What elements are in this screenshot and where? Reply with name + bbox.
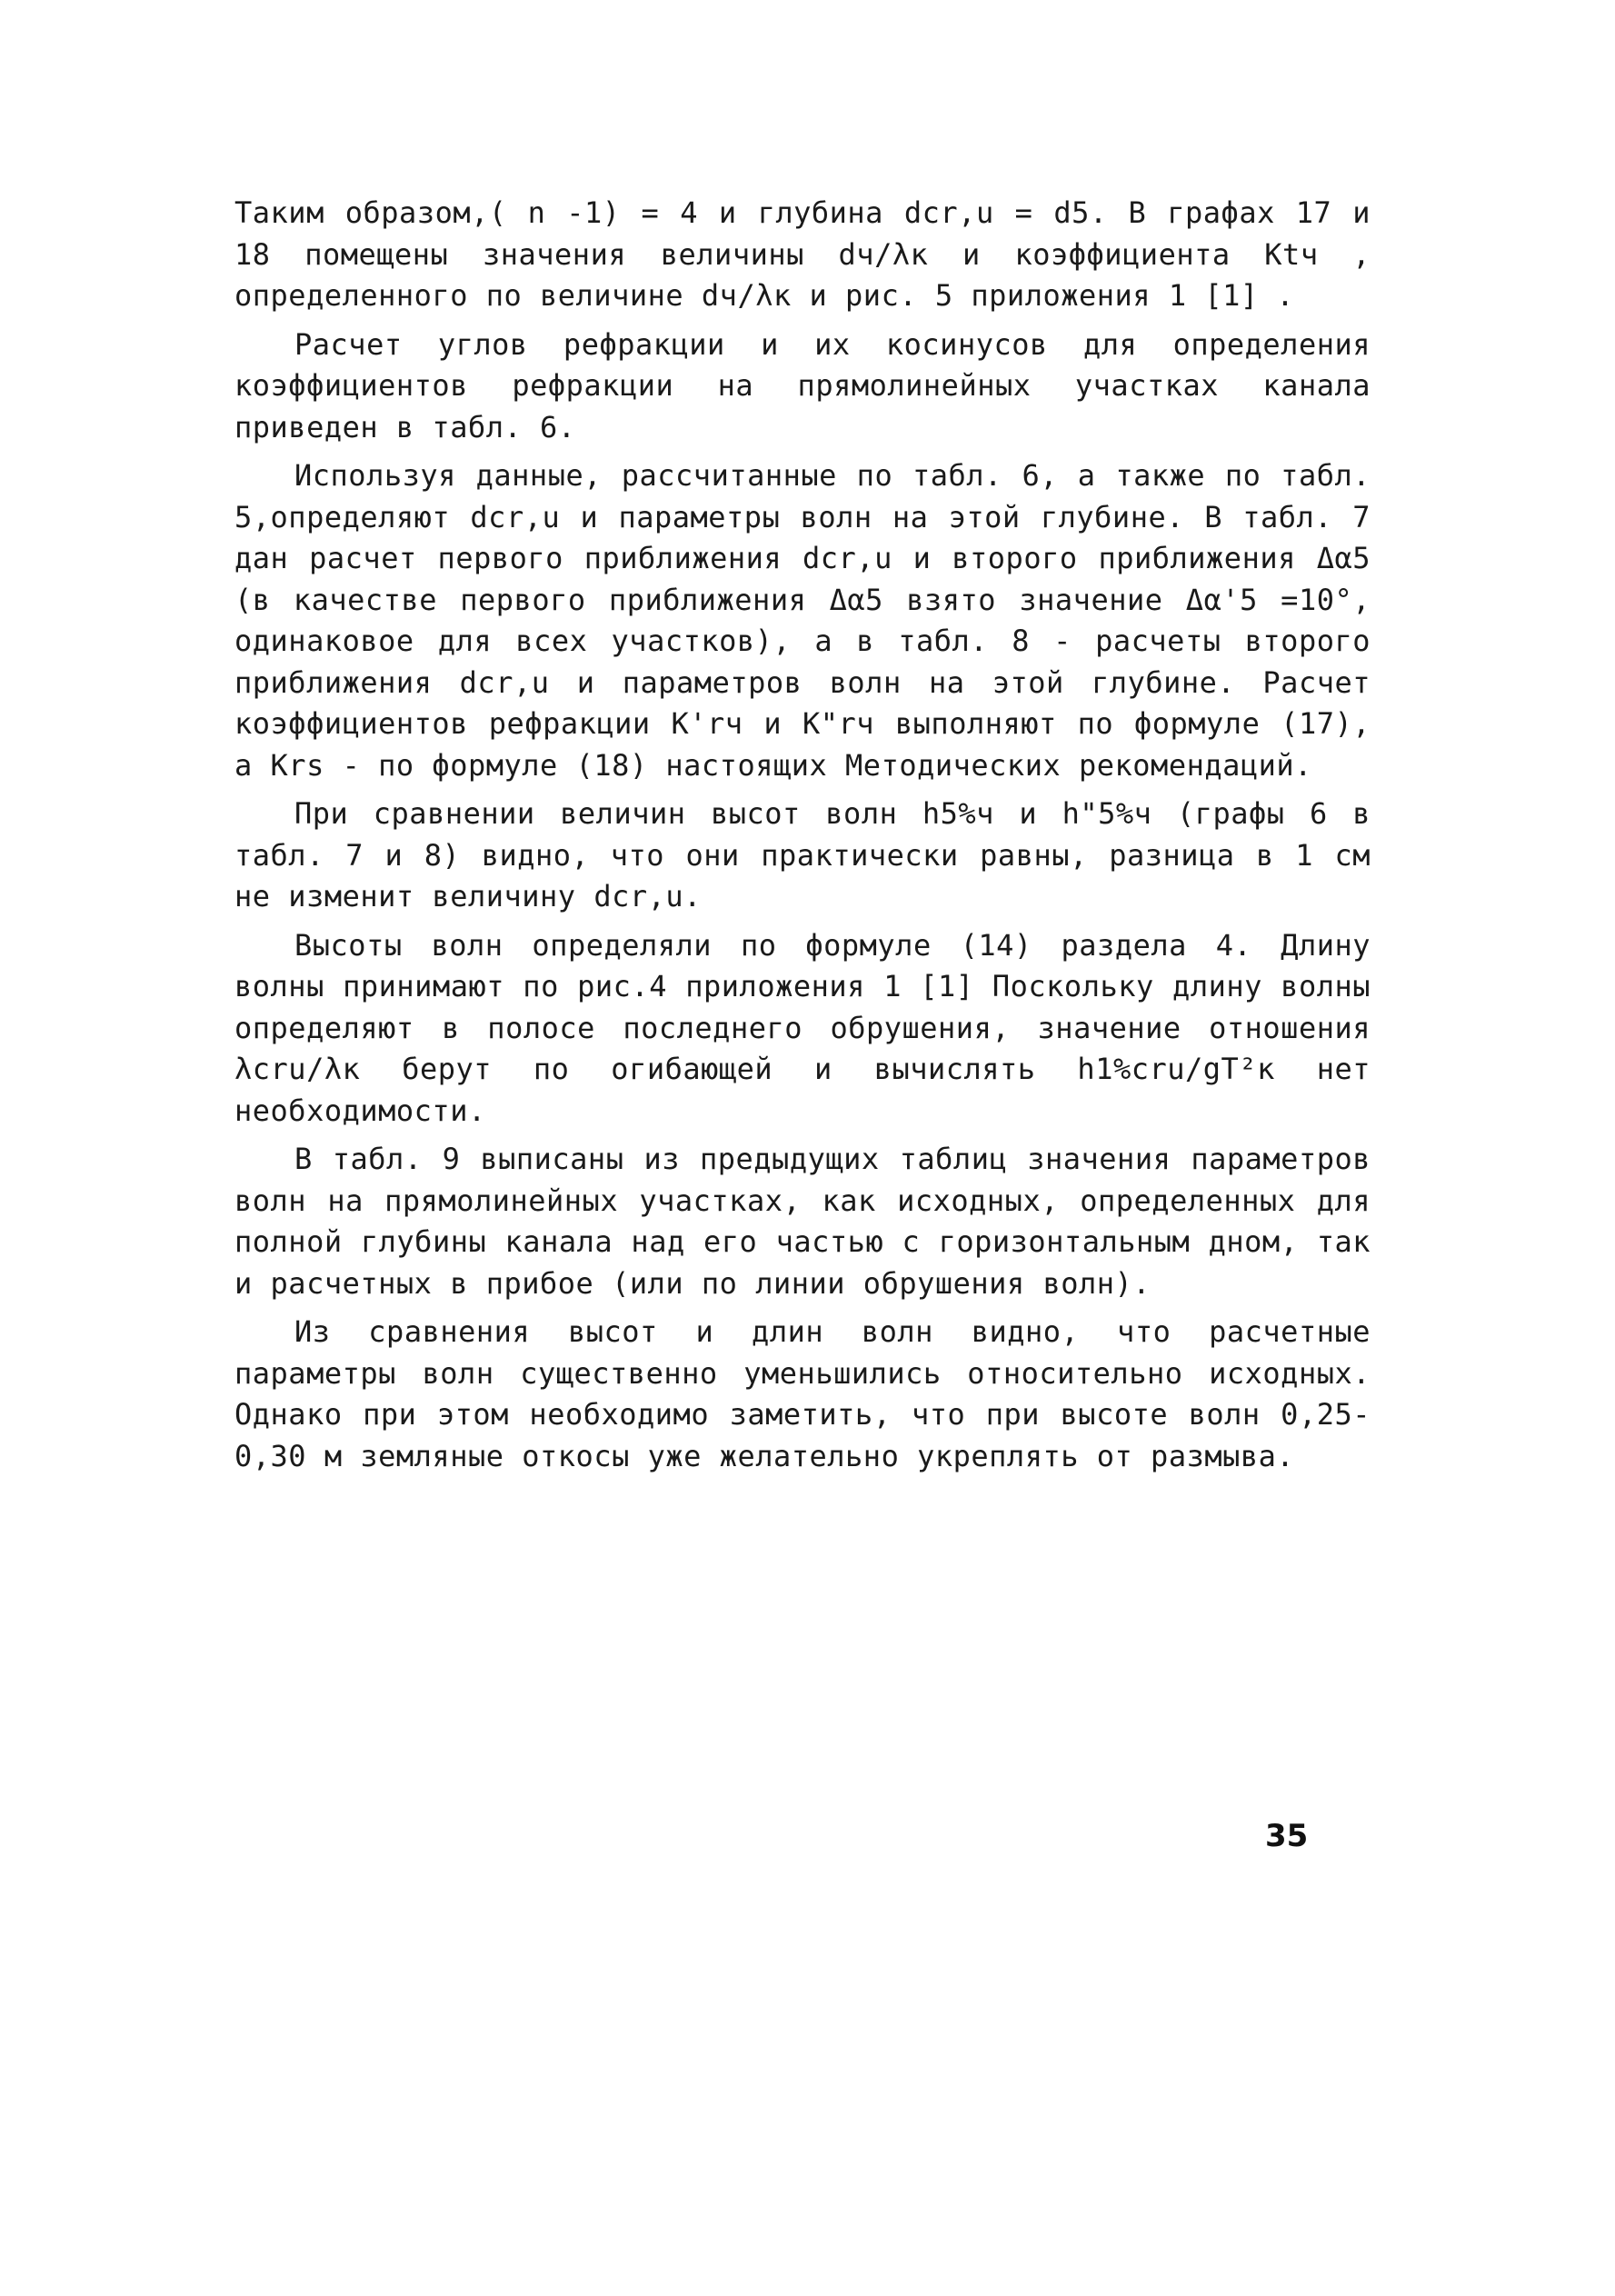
paragraph-7: Из сравнения высот и длин волн видно, что расчетные параметры волн существенно уменьшились относительно исходных. Однако при этом необходимо заметить, что при высоте волн 0,25-0,30 м земляные откосы уже желательно укреплять от размыва. — [234, 1314, 1371, 1473]
paragraph-4: При сравнении величин высот волн h5%ч и h"5%ч (графы 6 в табл. 7 и 8) видно, что они практически равны, разница в 1 см не изменит величину dcr,u. — [234, 796, 1371, 913]
body-text — [234, 193, 1371, 1484]
paragraph-1: Таким образом,( n -1) = 4 и глубина dcr,u = d5. В графах 17 и 18 помещены значения величины dч/λк и коэффициента Ktч , определенного по величине dч/λк и рис. 5 приложения 1 [1] . — [234, 195, 1371, 313]
paragraph-3: Используя данные, рассчитанные по табл. 6, а также по табл. 5,определяют dcr,u и параметры волн на этой глубине. В табл. 7 дан расчет первого приближения dcr,u и второго приближения Δα5 (в качестве первого приближения Δα5 взято значение Δα'5 =10°, одинаковое для всех участков), а в табл. 8 - расчеты второго приближения dcr,u и параметров волн на этой глубине. Расчет коэффициентов рефракции K'rч и K"rч выполняют по формуле (17), а Krs - по формуле (18) настоящих Методических рекомендаций. — [234, 458, 1371, 783]
paragraph-5: Высоты волн определяли по формуле (14) раздела 4. Длину волны принимают по рис.4 приложения 1 [1] Поскольку длину волны определяют в полосе последнего обрушения, значение отношения λcru/λк берут по огибающей и вычислять h1%cru/gT²к нет необходимости. — [234, 927, 1371, 1128]
paragraph-6: В табл. 9 выписаны из предыдущих таблиц значения параметров волн на прямолинейных участках, как исходных, определенных для полной глубины канала над его частью с горизонтальным дном, так и расчетных в прибое (или по линии обрушения волн). — [234, 1142, 1371, 1301]
page-number: 35 — [1265, 1818, 1309, 1854]
paragraph-2: Расчет углов рефракции и их косинусов для определения коэффициентов рефракции на прямолинейных участках канала приведен в табл. 6. — [234, 326, 1371, 444]
